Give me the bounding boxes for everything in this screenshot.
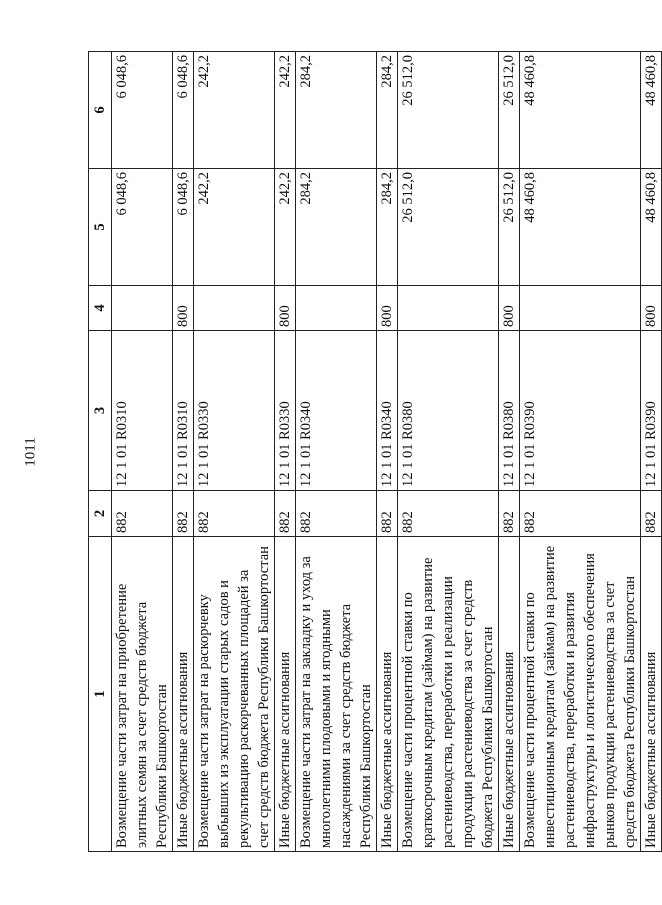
- row-grbs: 882: [275, 491, 296, 537]
- row-sum5: 242,2: [194, 169, 275, 286]
- row-sum6: 242,2: [275, 52, 296, 169]
- row-name: Иные бюджетные ассигнования: [641, 537, 662, 852]
- table-row: [398, 52, 499, 852]
- row-code: 12 1 01 R0340: [296, 331, 377, 491]
- row-grbs: 882: [398, 491, 499, 537]
- row-grbs: 882: [194, 491, 275, 537]
- row-vr: [194, 286, 275, 331]
- rotated-table-container: [88, 52, 659, 852]
- row-sum5: 6 048,6: [112, 169, 173, 286]
- row-code: 12 1 01 R0310: [173, 331, 194, 491]
- row-vr: 800: [377, 286, 398, 331]
- row-grbs: 882: [173, 491, 194, 537]
- row-sum5: 48 460,8: [520, 169, 641, 286]
- table-row: [194, 52, 275, 852]
- row-sum6: 6 048,6: [173, 52, 194, 169]
- header-col-2: 2: [89, 491, 112, 537]
- row-name: Возмещение части процентной ставки по краткосрочным кредитам (займам) на развитие растениеводства, переработки и реализации продукции растениеводства за счет средств бюджета Республики Башкортостан: [398, 537, 499, 852]
- row-sum6: 48 460,8: [641, 52, 662, 169]
- row-name: Возмещение части затрат на закладку и уход за многолетними плодовыми и ягодными насаждениями за счет средств бюджета Республики Башкортостан: [296, 537, 377, 852]
- row-code: 12 1 01 R0390: [641, 331, 662, 491]
- row-vr: [296, 286, 377, 331]
- table-header-row: [89, 52, 112, 852]
- header-col-3: 3: [89, 331, 112, 491]
- row-sum5: 242,2: [275, 169, 296, 286]
- header-col-5: 5: [89, 169, 112, 286]
- row-vr: 800: [173, 286, 194, 331]
- table-row: [641, 52, 662, 852]
- row-grbs: 882: [499, 491, 520, 537]
- row-grbs: 882: [641, 491, 662, 537]
- row-code: 12 1 01 R0390: [520, 331, 641, 491]
- header-col-1: 1: [89, 537, 112, 852]
- row-name: Возмещение части затрат на раскорчевку выбывших из эксплуатации старых садов и рекультивацию раскорчеванных площадей за счет средств бюджета Республики Башкортостан: [194, 537, 275, 852]
- table-row: [173, 52, 194, 852]
- row-vr: 800: [499, 286, 520, 331]
- row-code: 12 1 01 R0330: [194, 331, 275, 491]
- row-name: Иные бюджетные ассигнования: [173, 537, 194, 852]
- row-sum6: 284,2: [377, 52, 398, 169]
- row-grbs: 882: [377, 491, 398, 537]
- table-row: [112, 52, 173, 852]
- table-row: [296, 52, 377, 852]
- row-sum6: 26 512,0: [398, 52, 499, 169]
- row-sum6: 242,2: [194, 52, 275, 169]
- row-sum6: 48 460,8: [520, 52, 641, 169]
- row-sum6: 284,2: [296, 52, 377, 169]
- table-row: [520, 52, 641, 852]
- row-sum5: 26 512,0: [398, 169, 499, 286]
- table-row: [275, 52, 296, 852]
- row-grbs: 882: [296, 491, 377, 537]
- row-vr: 800: [641, 286, 662, 331]
- row-vr: [398, 286, 499, 331]
- row-grbs: 882: [112, 491, 173, 537]
- row-vr: [112, 286, 173, 331]
- row-code: 12 1 01 R0310: [112, 331, 173, 491]
- row-sum5: 48 460,8: [641, 169, 662, 286]
- row-code: 12 1 01 R0340: [377, 331, 398, 491]
- row-code: 12 1 01 R0330: [275, 331, 296, 491]
- row-name: Иные бюджетные ассигнования: [499, 537, 520, 852]
- row-sum6: 6 048,6: [112, 52, 173, 169]
- row-sum5: 284,2: [296, 169, 377, 286]
- row-grbs: 882: [520, 491, 641, 537]
- table-row: [377, 52, 398, 852]
- row-name: Возмещение части процентной ставки по инвестиционным кредитам (займам) на развитие растениеводства, переработки и развития инфраструктуры и логистического обеспечения рынков продукции растениеводства за счет средств бюджета Республики Башкортостан: [520, 537, 641, 852]
- table-row: [499, 52, 520, 852]
- row-sum6: 26 512,0: [499, 52, 520, 169]
- row-name: Иные бюджетные ассигнования: [275, 537, 296, 852]
- row-name: Иные бюджетные ассигнования: [377, 537, 398, 852]
- header-col-4: 4: [89, 286, 112, 331]
- budget-table: [88, 51, 662, 852]
- page-number: 1011: [22, 437, 39, 467]
- row-code: 12 1 01 R0380: [499, 331, 520, 491]
- row-sum5: 6 048,6: [173, 169, 194, 286]
- row-vr: 800: [275, 286, 296, 331]
- row-code: 12 1 01 R0380: [398, 331, 499, 491]
- row-name: Возмещение части затрат на приобретение элитных семян за счет средств бюджета Республики Башкортостан: [112, 537, 173, 852]
- row-sum5: 284,2: [377, 169, 398, 286]
- row-vr: [520, 286, 641, 331]
- header-col-6: 6: [89, 52, 112, 169]
- row-sum5: 26 512,0: [499, 169, 520, 286]
